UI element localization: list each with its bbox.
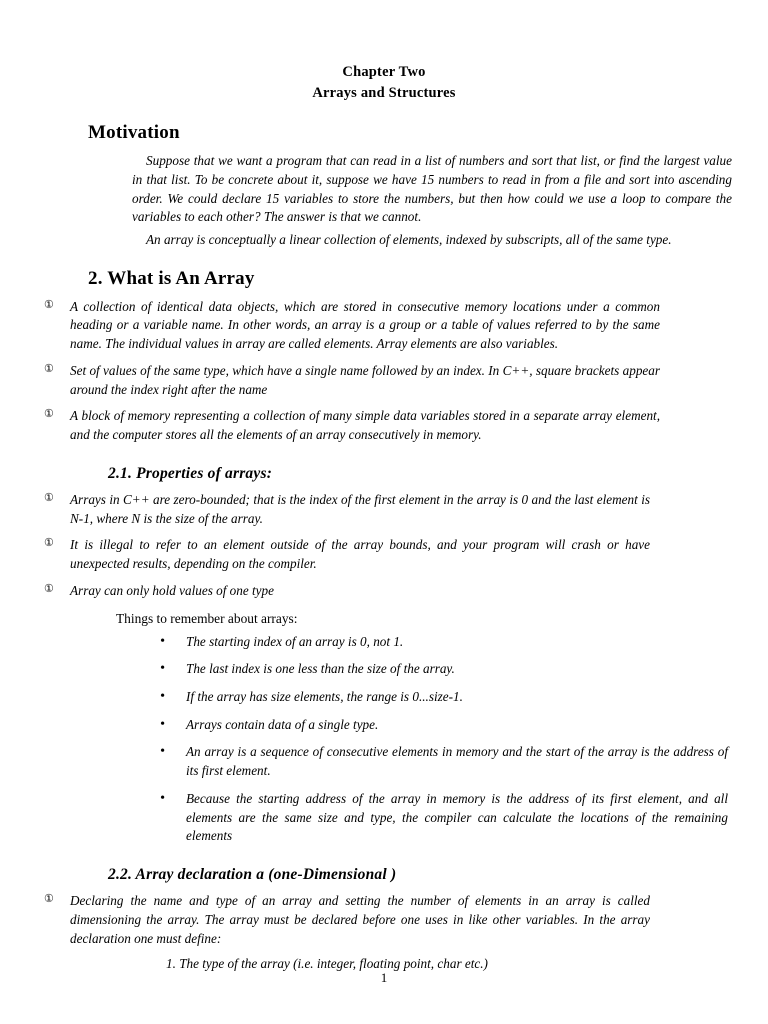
heading-properties-of-arrays: 2.1. Properties of arrays:	[108, 464, 273, 482]
bullet-icon: •	[160, 688, 165, 704]
list-item	[40, 407, 660, 444]
list-item-text: An array is a sequence of consecutive elements in memory and the start of the array is the address of its first element.	[186, 744, 728, 779]
chapter-heading-line-2: Arrays and Structures	[312, 85, 456, 102]
circled-one-icon: ①	[44, 298, 54, 311]
list-item	[158, 743, 728, 780]
list-item	[40, 362, 660, 399]
list-item-text: Arrays in C++ are zero-bounded; that is the index of the first element in the array is 0 and the last element is N-1, where N is the size of the array.	[70, 491, 650, 526]
circled-one-icon: ①	[44, 408, 54, 421]
array-declaration-list	[40, 892, 650, 948]
list-item	[40, 536, 650, 573]
bullet-icon: •	[160, 716, 165, 732]
bullet-icon: •	[160, 661, 165, 677]
page-number: 1	[380, 970, 388, 985]
list-item	[40, 582, 650, 601]
circled-one-icon: ①	[44, 537, 54, 550]
list-item-text: It is illegal to refer to an element outside of the array bounds, and your program will crash or have unexpected results, depending on the compiler.	[70, 537, 650, 572]
bullet-icon: •	[160, 790, 165, 806]
list-item	[158, 716, 728, 735]
list-item-text: The last index is one less than the size of the array.	[186, 661, 455, 677]
circled-one-icon: ①	[44, 893, 54, 906]
list-item	[158, 660, 728, 679]
list-item-text: Because the starting address of the array in memory is the address of its first element, and all elements are the same size and type, the compiler can calculate the locations of the remaining elements	[186, 790, 728, 844]
chapter-heading-line-1: Chapter Two	[342, 64, 426, 80]
heading-what-is-an-array: 2. What is An Array	[88, 267, 255, 289]
list-item	[158, 790, 728, 846]
motivation-body	[132, 152, 732, 250]
list-item-text: If the array has size elements, the range is 0...size-1.	[186, 688, 463, 704]
things-to-remember-list	[158, 633, 728, 847]
list-item-text: A collection of identical data objects, which are stored in consecutive memory locations under a common heading or a variable name. In other words, an array is a group or a table of values referred to by the same name. The individual values in array are called elements. Array elements are also variables.	[70, 298, 660, 352]
heading-motivation: Motivation	[88, 122, 180, 144]
list-item-text: The starting index of an array is 0, not 1.	[186, 633, 404, 649]
things-to-remember-label: Things to remember about arrays:	[116, 610, 298, 626]
declaration-step-1: 1. The type of the array (i.e. integer, floating point, char etc.)	[166, 956, 488, 972]
list-item-text: A block of memory representing a collection of many simple data variables stored in a separate array element, and the computer stores all the elements of an array consecutively in memory.	[70, 408, 660, 443]
list-item-text: Array can only hold values of one type	[70, 582, 274, 598]
bullet-icon: •	[160, 633, 165, 649]
list-item	[40, 491, 650, 528]
list-item	[40, 298, 660, 354]
bullet-icon: •	[160, 744, 165, 760]
circled-one-icon: ①	[44, 362, 54, 375]
properties-list	[40, 491, 650, 601]
array-definition-list	[40, 298, 660, 445]
list-item	[158, 688, 728, 707]
list-item	[158, 633, 728, 652]
list-item	[40, 892, 650, 948]
circled-one-icon: ①	[44, 582, 54, 595]
list-item-text: Arrays contain data of a single type.	[186, 716, 379, 732]
motivation-paragraph-2: An array is conceptually a linear collection of elements, indexed by subscripts, all of the same type.	[146, 231, 672, 247]
list-item-text: Declaring the name and type of an array and setting the number of elements in an array is called dimensioning the array. The array must be declared before one uses in like other variables. In the array declaration one must define:	[70, 893, 650, 946]
circled-one-icon: ①	[44, 491, 54, 504]
list-item-text: Set of values of the same type, which have a single name followed by an index. In C++, square brackets appear around the index right after the name	[70, 362, 660, 397]
motivation-paragraph-1: Suppose that we want a program that can read in a list of numbers and sort that list, or find the largest value in that list. To be concrete about it, suppose we have 15 numbers to read in from a file and sort into ascending order. We could declare 15 variables to store the numbers, but then how could we use a loop to compare the variables to each other? The answer is that we cannot.	[132, 153, 732, 225]
heading-array-declaration: 2.2. Array declaration a (one-Dimensional )	[108, 866, 397, 884]
chapter-heading	[40, 62, 728, 104]
